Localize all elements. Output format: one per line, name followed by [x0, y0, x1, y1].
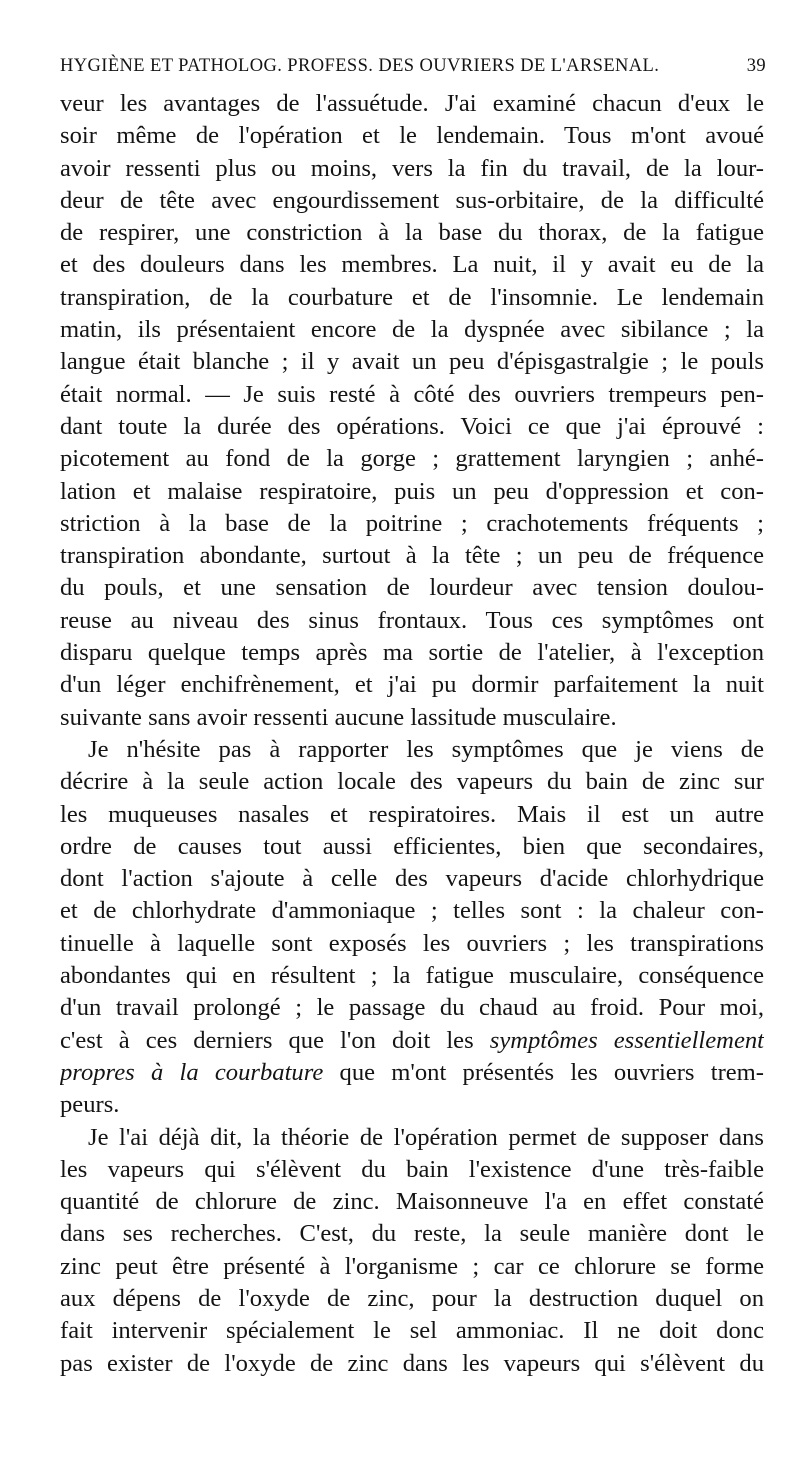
text-line: lation et malaise respiratoire, puis un peu d'oppression et con-	[60, 477, 764, 505]
text-line: Je n'hésite pas à rapporter les symptômes que je viens de	[88, 735, 764, 763]
text-line: et des douleurs dans les membres. La nuit, il y avait eu de la	[60, 251, 764, 279]
text-line: et de chlorhydrate d'ammoniaque ; telles sont : la chaleur con-	[60, 897, 764, 925]
text-line: striction à la base de la poitrine ; crachotements fréquents ;	[60, 509, 764, 537]
text-line: dant toute la durée des opérations. Voici ce que j'ai éprouvé :	[60, 412, 764, 440]
text-line: du pouls, et une sensation de lourdeur avec tension doulou-	[60, 574, 764, 602]
text-line: suivante sans avoir ressenti aucune lassitude musculaire.	[60, 703, 617, 731]
text-line: abondantes qui en résultent ; la fatigue musculaire, conséquence	[60, 962, 764, 990]
line-text: c'est à ces derniers que l'on doit les	[60, 1026, 490, 1054]
text-line: zinc peut être présenté à l'organisme ; car ce chlorure se forme	[60, 1252, 764, 1280]
text-line: reuse au niveau des sinus frontaux. Tous ces symptômes ont	[60, 606, 764, 634]
text-line: ordre de causes tout aussi efficientes, bien que secondaires,	[60, 832, 764, 860]
text-line: veur les avantages de l'assuétude. J'ai examiné chacun d'eux le	[60, 90, 764, 117]
text-line: les vapeurs qui s'élèvent du bain l'existence d'une très-faible	[60, 1155, 764, 1183]
text-line: peurs.	[60, 1091, 120, 1119]
text-line: soir même de l'opération et le lendemain. Tous m'ont avoué	[60, 122, 764, 150]
paragraph-3	[60, 1122, 764, 1380]
text-line: décrire à la seule action locale des vapeurs du bain de zinc sur	[60, 768, 764, 796]
text-line: quantité de chlorure de zinc. Maisonneuve l'a en effet constaté	[60, 1188, 764, 1216]
text-line: était normal. — Je suis resté à côté des ouvriers trempeurs pen-	[60, 380, 764, 408]
text-line-with-italic	[60, 1057, 764, 1089]
text-line-with-italic	[60, 1025, 764, 1057]
page-number: 39	[746, 56, 766, 76]
text-line: picotement au fond de la gorge ; grattement laryngien ; anhé-	[60, 445, 764, 473]
text-line: transpiration, de la courbature et de l'insomnie. Le lendemain	[60, 283, 764, 311]
text-line: langue était blanche ; il y avait un peu d'épisgastralgie ; le pouls	[60, 348, 764, 376]
text-line: tinuelle à laquelle sont exposés les ouvriers ; les transpirations	[60, 929, 764, 957]
body-text	[60, 88, 764, 1380]
text-line: d'un léger enchifrènement, et j'ai pu dormir parfaitement la nuit	[60, 671, 764, 699]
text-line: avoir ressenti plus ou moins, vers la fin du travail, de la lour-	[60, 154, 764, 182]
line-text: que m'ont présentés les ouvriers trem-	[323, 1058, 764, 1086]
italic-phrase: propres à la courbature	[60, 1058, 324, 1086]
italic-phrase: symptômes essentiellement	[489, 1026, 764, 1054]
text-line: pas exister de l'oxyde de zinc dans les vapeurs qui s'élèvent du	[60, 1349, 764, 1377]
text-line: dans ses recherches. C'est, du reste, la seule manière dont le	[60, 1220, 764, 1248]
text-line: aux dépens de l'oxyde de zinc, pour la destruction duquel on	[60, 1284, 764, 1312]
text-line: disparu quelque temps après ma sortie de l'atelier, à l'exception	[60, 639, 764, 667]
text-line: Je l'ai déjà dit, la théorie de l'opération permet de supposer dans	[88, 1123, 764, 1151]
paragraph-1	[60, 88, 764, 734]
text-line: d'un travail prolongé ; le passage du chaud au froid. Pour moi,	[60, 994, 764, 1022]
running-head-title: HYGIÈNE ET PATHOLOG. PROFESS. DES OUVRIERS DE L'ARSENAL.	[60, 56, 660, 76]
text-line: deur de tête avec engourdissement sus-orbitaire, de la difficulté	[60, 186, 764, 214]
text-line: dont l'action s'ajoute à celle des vapeurs d'acide chlorhydrique	[60, 865, 764, 893]
text-line: fait intervenir spécialement le sel ammoniac. Il ne doit donc	[60, 1317, 764, 1345]
paragraph-2	[60, 734, 764, 1122]
text-line: de respirer, une constriction à la base du thorax, de la fatigue	[60, 219, 764, 247]
running-head	[60, 56, 766, 90]
text-line: transpiration abondante, surtout à la tête ; un peu de fréquence	[60, 542, 764, 570]
text-line: les muqueuses nasales et respiratoires. Mais il est un autre	[60, 800, 764, 828]
text-line: matin, ils présentaient encore de la dyspnée avec sibilance ; la	[60, 316, 764, 344]
